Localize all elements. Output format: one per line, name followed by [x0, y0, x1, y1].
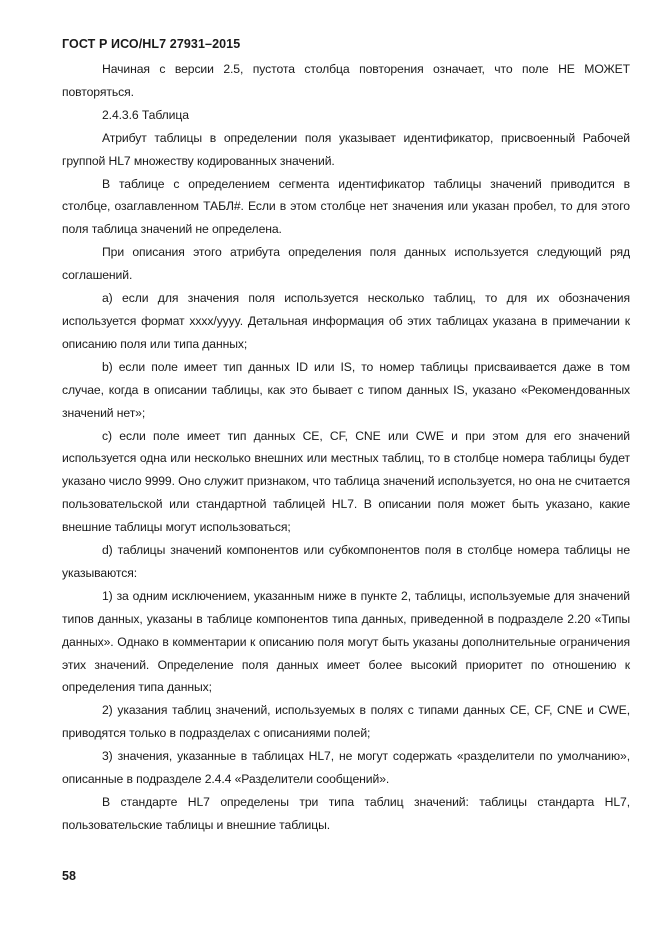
paragraph-empty-repetition: Начиная с версии 2.5, пустота столбца повторения означает, что поле НЕ МОЖЕТ повторяться.: [62, 62, 630, 99]
list-item-b: b) если поле имеет тип данных ID или IS, то номер таблицы присваивается даже в том случае, когда в описании таблицы, как это бывает с типом данных IS, указано «Рекомендованных значений нет»;: [62, 359, 630, 420]
paragraph-conventions-intro: При описания этого атрибута определения поля данных используется следующий ряд соглашений.: [62, 245, 630, 283]
paragraph-table-types: В стандарте HL7 определены три типа таблиц значений: таблицы стандарта HL7, пользовательские таблицы и внешние таблицы.: [62, 795, 630, 832]
list-item-a: а) если для значения поля используется несколько таблиц, то для их обозначения используется формат xxxx/yyyy. Детальная информация об этих таблицах указана в примечании к описанию поля или типа данных;: [62, 291, 630, 351]
document-body: [62, 58, 630, 837]
paragraph-table-attribute: Атрибут таблицы в определении поля указывает идентификатор, присвоенный Рабочей группой HL7 множеству кодированных значений.: [62, 130, 630, 168]
list-item-c: c) если поле имеет тип данных CE, CF, CNE или CWE и при этом для его значений используется одна или несколько внешних или местных таблиц, то в столбце номера таблицы будет указано число 9999. Оно служит признаком, что таблица значений используется, но она не считается пользовательской или стандартной таблицей HL7. В описании поля может быть указано, какие внешние таблицы могут использоваться;: [62, 428, 630, 535]
paragraph-segment-table: В таблице с определением сегмента идентификатор таблицы значений приводится в столбце, озаглавленном ТАБЛ#. Если в этом столбце нет значения или указан пробел, то для этого поля таблица значений не определена.: [62, 176, 630, 237]
document-header: ГОСТ Р ИСО/HL7 27931–2015: [62, 37, 241, 51]
page-number: 58: [62, 869, 76, 883]
sublist-item-3: 3) значения, указанные в таблицах HL7, не могут содержать «разделители по умолчанию», описанные в подразделе 2.4.4 «Разделители сообщений».: [62, 749, 630, 787]
section-heading-table: 2.4.3.6 Таблица: [102, 107, 189, 122]
list-item-d: d) таблицы значений компонентов или субкомпонентов поля в столбце номера таблицы не указываются:: [62, 543, 630, 580]
sublist-item-1: 1) за одним исключением, указанным ниже в пункте 2, таблицы, используемые для значений типов данных, указаны в таблице компонентов типа данных, приведенной в подразделе 2.20 «Типы данных». Однако в комментарии к описанию поля могут быть указаны дополнительные ограничения этих значений. Определение поля данных имеет более высокий приоритет по отношению к определения типа данных;: [62, 588, 630, 695]
sublist-item-2: 2) указания таблиц значений, используемых в полях с типами данных CE, CF, CNE и CWE, приводятся только в подразделах с описаниями полей;: [62, 703, 630, 741]
